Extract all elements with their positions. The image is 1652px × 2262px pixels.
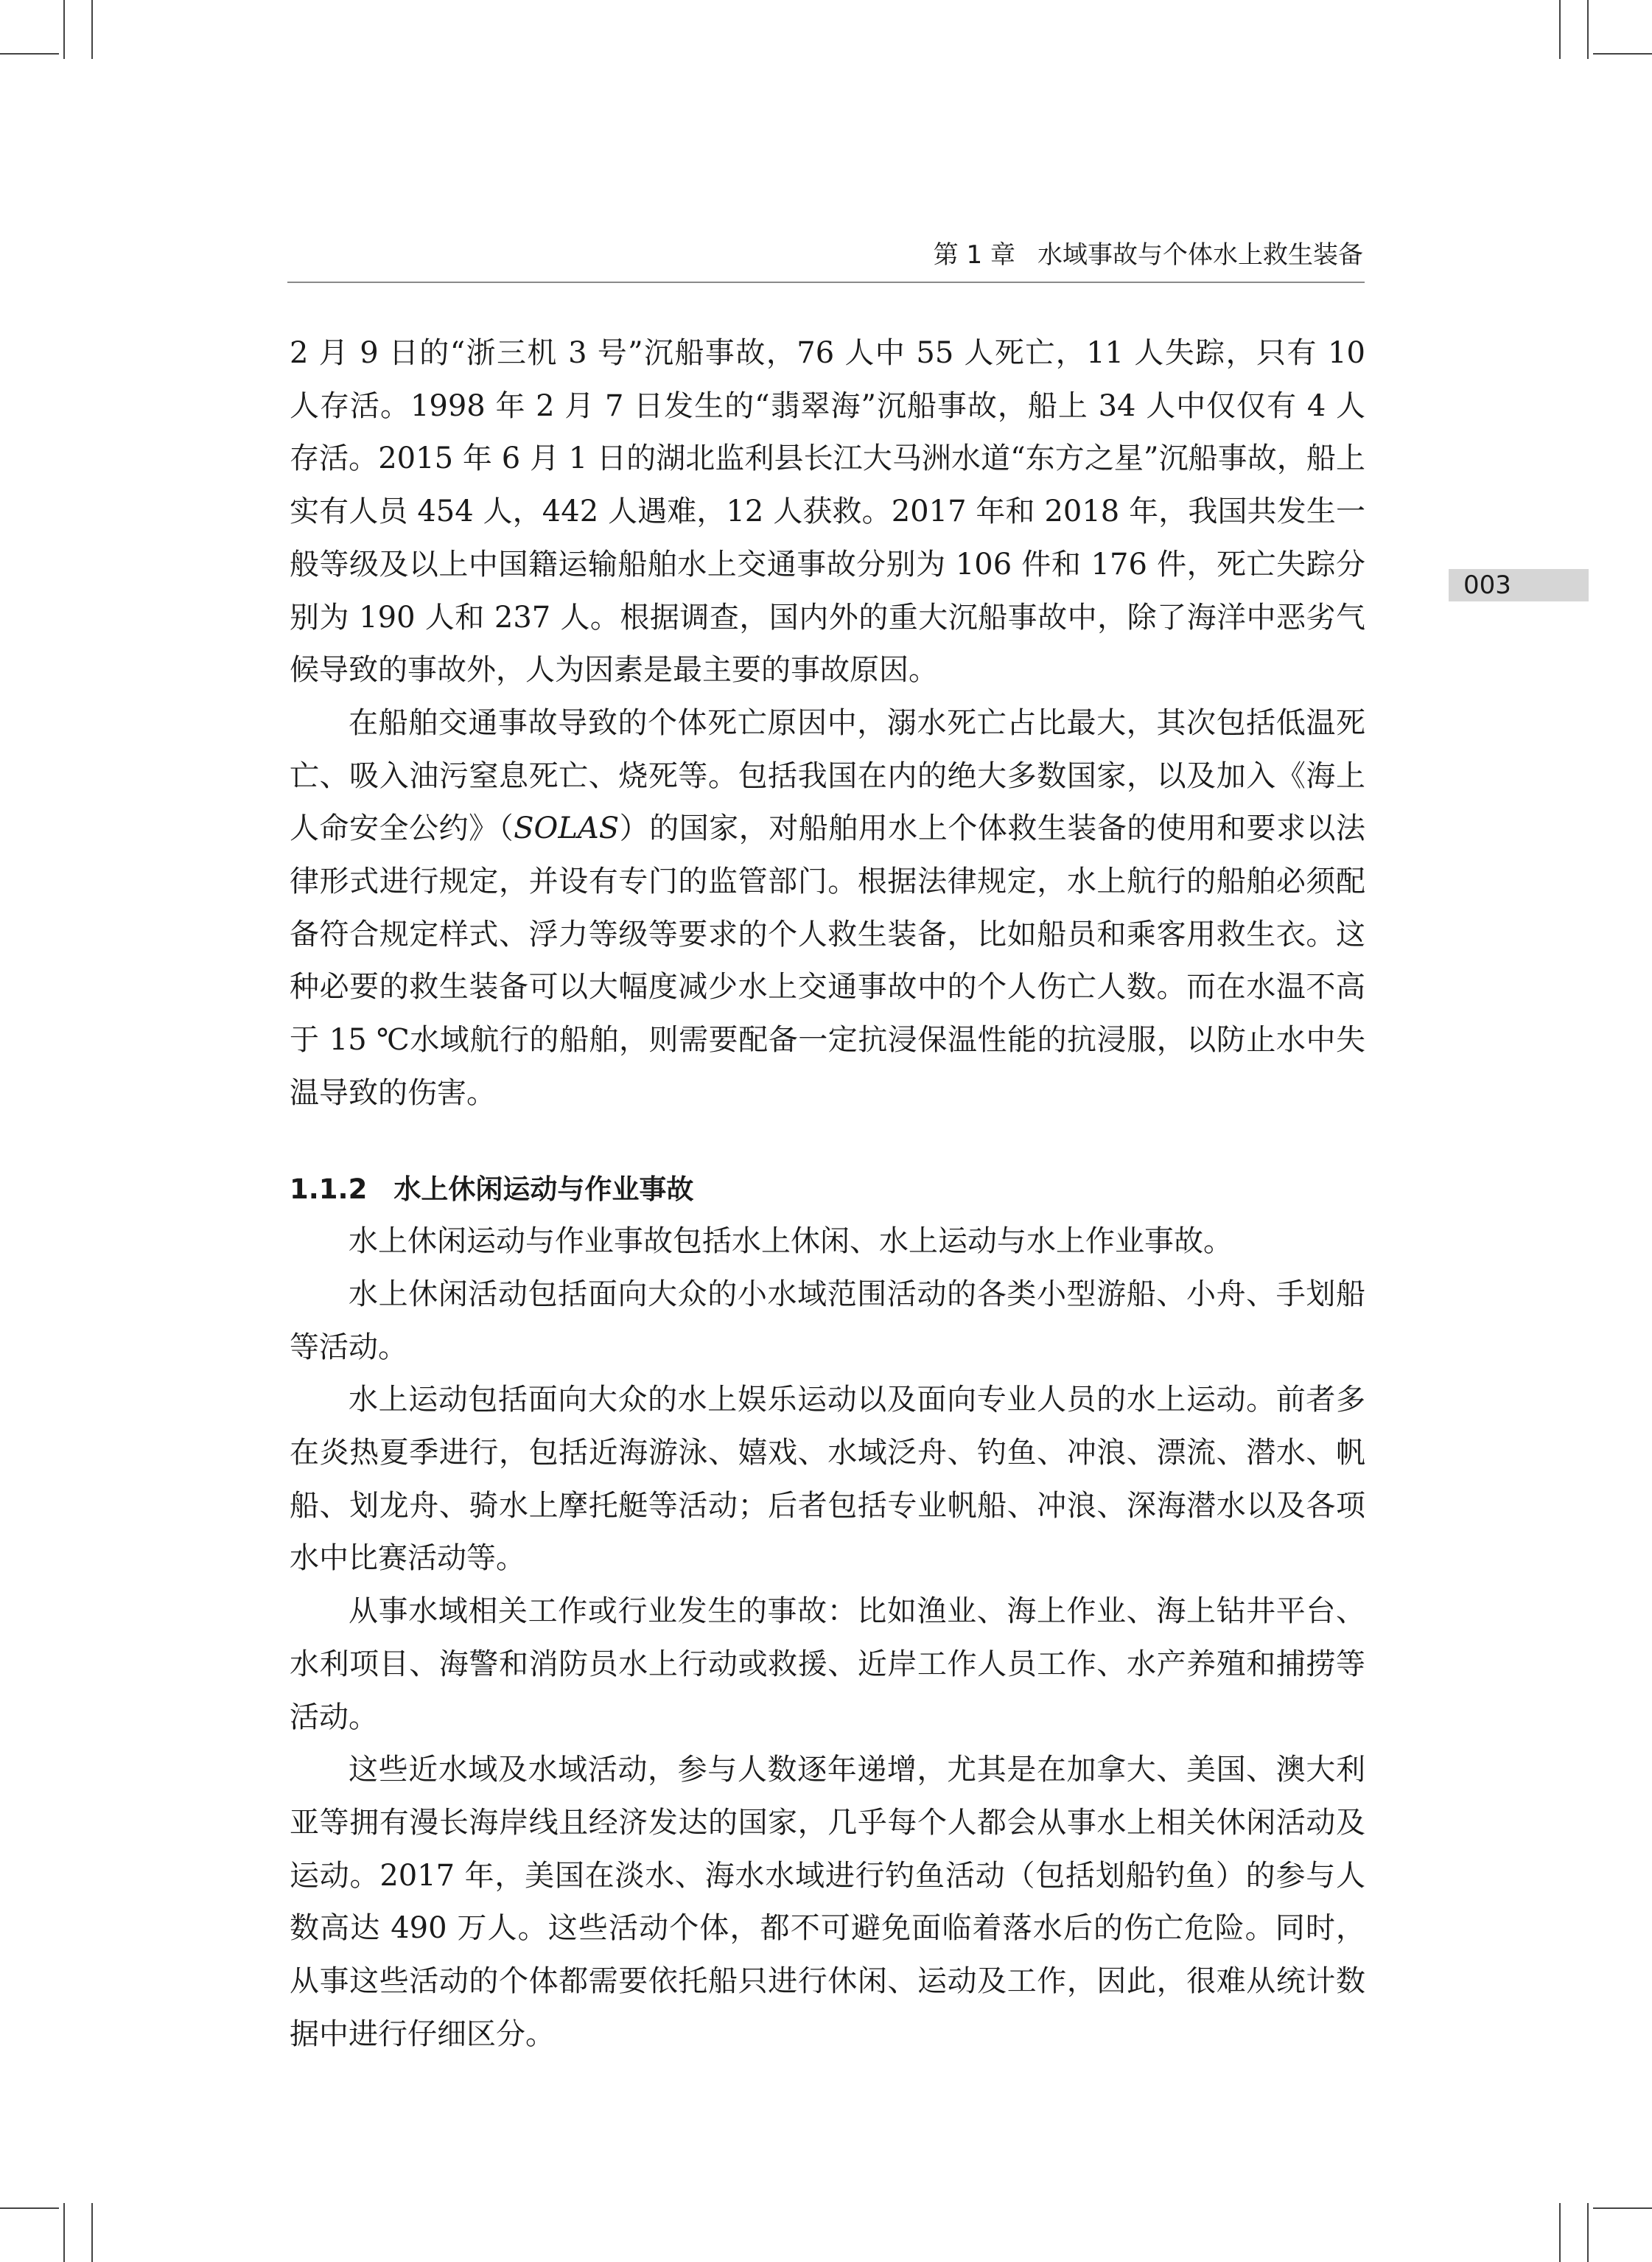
crop-mark xyxy=(1587,2203,1589,2262)
paragraph: 从事水域相关工作或行业发生的事故：比如渔业、海上作业、海上钻井平台、水利项目、海警和消防员水上行动或救援、近岸工作人员工作、水产养殖和捕捞等活动。 xyxy=(290,1594,1365,1734)
crop-mark xyxy=(91,2203,93,2262)
paragraph-text: ）的国家，对船舶用水上个体救生装备的使用和要求以法律形式进行规定，并设有专门的监管部门。根据法律规定，水上航行的船舶必须配备符合规定样式、浮力等级等要求的个人救生装备，比如船员和乘客用救生衣。这种必要的救生装备可以大幅度减少水上交通事故中的个人伤亡人数。而在水温不高于 15 ℃水域航行的船舶，则需要配备一定抗浸保温性能的抗浸服，以防止水中失温导致的伤害。 xyxy=(290,811,1366,1110)
solas-abbreviation: SOLAS xyxy=(514,811,620,846)
section-heading xyxy=(290,1163,1365,1216)
paragraph: 水上休闲运动与作业事故包括水上休闲、水上运动与水上作业事故。 xyxy=(349,1224,1233,1259)
crop-mark xyxy=(0,53,59,55)
paragraph: 这些近水域及水域活动，参与人数逐年递增，尤其是在加拿大、美国、澳大利亚等拥有漫长海岸线且经济发达的国家，几乎每个人都会从事水上相关休闲活动及运动。2017 年，美国在淡水、海水水域进行钓鱼活动（包括划船钓鱼）的参与人数高达 490 万人。这些活动个体，都不可避免面临着落水后的伤亡危险。同时，从事这些活动的个体都需要依托船只进行休闲、运动及工作，因此，很难从统计数据中进行仔细区分。 xyxy=(290,1753,1365,2051)
crop-mark xyxy=(1559,0,1561,59)
crop-mark xyxy=(63,0,65,59)
running-header xyxy=(934,234,1363,270)
page-body xyxy=(290,327,1365,2062)
crop-mark xyxy=(1593,53,1652,55)
paragraph: 2 月 9 日的“浙三机 3 号”沉船事故，76 人中 55 人死亡，11 人失踪，只有 10 人存活。1998 年 2 月 7 日发生的“翡翠海”沉船事故，船上 34 人中仅仅有 4 人存活。2015 年 6 月 1 日的湖北监利县长江大马洲水道“东方之星”沉船事故，船上实有人员 454 人，442 人遇难，12 人获救。2017 年和 2018 年，我国共发生一般等级及以上中国籍运输船舶水上交通事故分别为 106 件和 176 件，死亡失踪分别为 190 人和 237 人。根据调查，国内外的重大沉船事故中，除了海洋中恶劣气候导致的事故外，人为因素是最主要的事故原因。 xyxy=(290,336,1365,688)
crop-mark xyxy=(1587,0,1589,59)
paragraph: 水上运动包括面向大众的水上娱乐运动以及面向专业人员的水上运动。前者多在炎热夏季进行，包括近海游泳、嬉戏、水域泛舟、钓鱼、冲浪、漂流、潜水、帆船、划龙舟、骑水上摩托艇等活动；后者包括专业帆船、冲浪、深海潜水以及各项水中比赛活动等。 xyxy=(290,1383,1365,1576)
crop-mark xyxy=(0,2207,59,2209)
page-number: 003 xyxy=(1449,569,1589,601)
crop-mark xyxy=(63,2203,65,2262)
crop-mark xyxy=(91,0,93,59)
section-number: 1.1.2 xyxy=(290,1173,368,1205)
section-title: 水上休闲运动与作业事故 xyxy=(393,1173,694,1205)
crop-mark xyxy=(1593,2207,1652,2209)
crop-mark xyxy=(1559,2203,1561,2262)
paragraph: 水上休闲活动包括面向大众的小水域范围活动的各类小型游船、小舟、手划船等活动。 xyxy=(290,1277,1365,1364)
header-rule xyxy=(287,282,1365,283)
chapter-number: 第 1 章 xyxy=(933,240,1015,270)
paragraph-text: 在船舶交通事故导致的个体死亡原因中，溺水死亡占比最大，其次包括低温死亡、吸入油污窒息死亡、烧死等。包括我国在内的绝大多数国家，以及加入《海上人命安全公约》（ xyxy=(290,705,1365,846)
chapter-title: 水域事故与个体水上救生装备 xyxy=(1037,240,1363,270)
paragraph xyxy=(290,697,1365,1120)
